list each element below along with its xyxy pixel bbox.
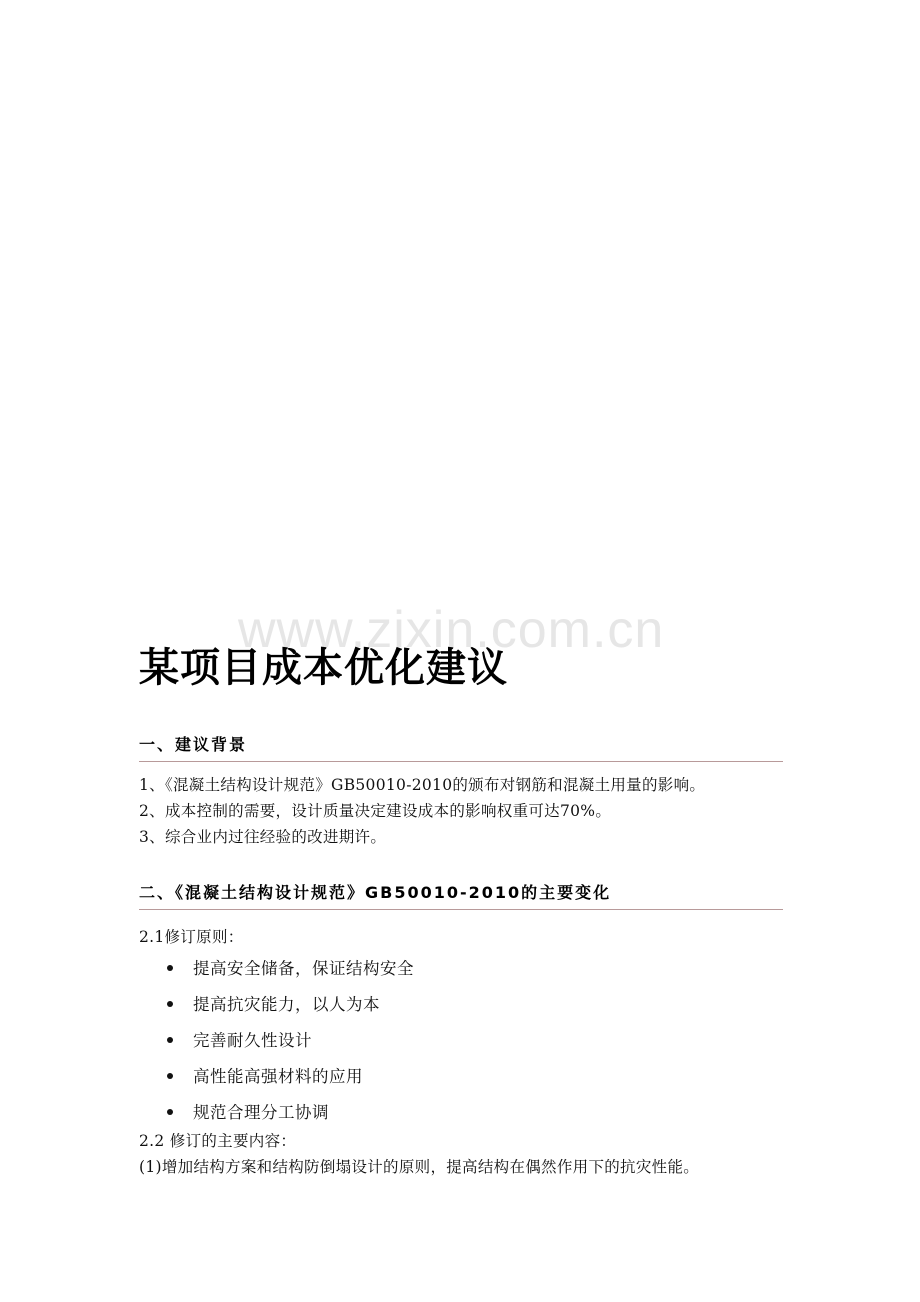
bullet-icon (167, 1001, 173, 1007)
list-item (167, 1027, 312, 1051)
content-paragraph-1: (1)增加结构方案和结构防倒塌设计的原则，提高结构在偶然作用下的抗灾性能。 (139, 1158, 700, 1176)
list-item-text: 完善耐久性设计 (193, 1031, 312, 1050)
list-item (167, 1063, 363, 1087)
section-heading-background: 一、建议背景 (139, 732, 783, 762)
list-item-text: 高性能高强材料的应用 (193, 1067, 363, 1086)
background-item-1: 1、《混凝土结构设计规范》GB50010-2010的颁布对钢筋和混凝土用量的影响。 (139, 776, 706, 794)
bullet-icon (167, 1037, 173, 1043)
list-item-text: 提高安全储备，保证结构安全 (193, 959, 414, 978)
subheading-main-content: 2.2 修订的主要内容： (139, 1132, 297, 1150)
list-item (167, 991, 380, 1015)
watermark: www.zixin.com.cn (238, 601, 665, 659)
bullet-icon (167, 1109, 173, 1115)
subheading-principles: 2.1修订原则： (139, 928, 244, 946)
list-item-text: 提高抗灾能力，以人为本 (193, 995, 380, 1014)
list-item (167, 955, 414, 979)
list-item (167, 1099, 329, 1123)
background-item-2: 2、成本控制的需要，设计质量决定建设成本的影响权重可达70%。 (139, 802, 612, 820)
section-heading-changes: 二、《混凝土结构设计规范》GB50010-2010的主要变化 (139, 880, 783, 910)
list-item-text: 规范合理分工协调 (193, 1103, 329, 1122)
bullet-icon (167, 1073, 173, 1079)
background-item-3: 3、综合业内过往经验的改进期许。 (139, 828, 387, 846)
document-title: 某项目成本优化建议 (139, 645, 508, 691)
bullet-icon (167, 965, 173, 971)
